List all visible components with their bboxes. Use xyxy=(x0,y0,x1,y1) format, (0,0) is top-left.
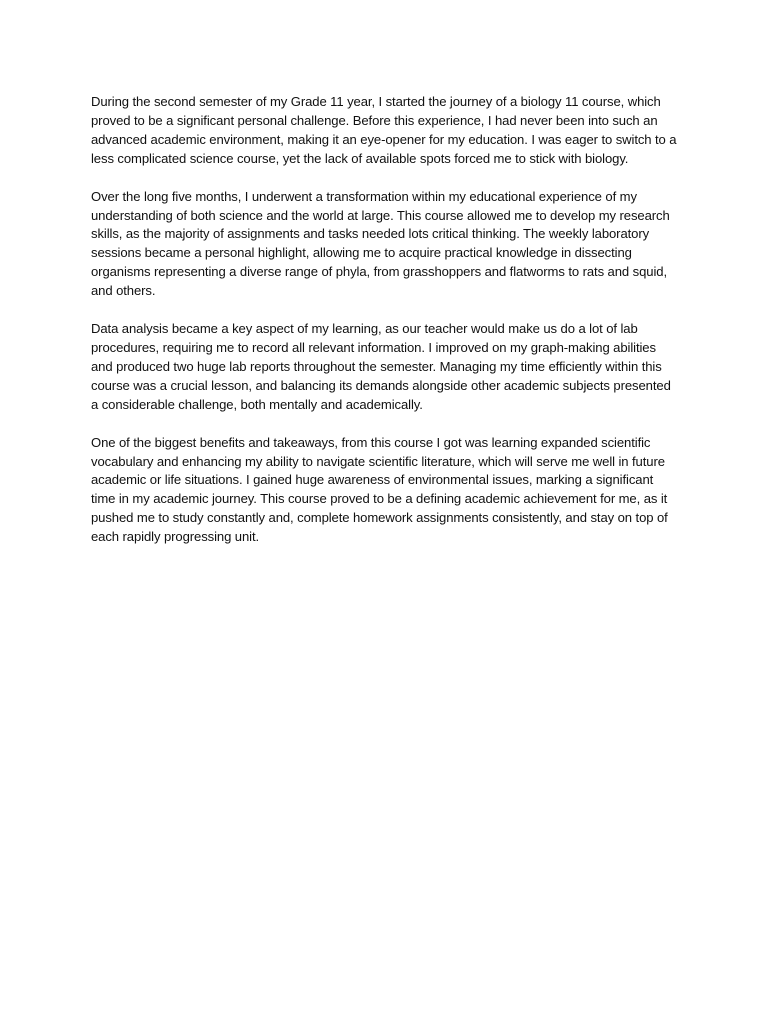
paragraph-2: Over the long five months, I underwent a transformation within my educational experience of my understanding of both science and the world at large. This course allowed me to develop my research skills, as the majority of assignments and tasks needed lots critical thinking. The weekly laboratory sessions became a personal highlight, allowing me to acquire practical knowledge in dissecting organisms representing a diverse range of phyla, from grasshoppers and flatworms to rats and squid, and others. xyxy=(91,188,670,299)
paragraph-1: During the second semester of my Grade 11 year, I started the journey of a biology 11 course, which proved to be a significant personal challenge. Before this experience, I had never been into such an advanced academic environment, making it an eye-opener for my education. I was eager to switch to a less complicated science course, yet the lack of available spots forced me to stick with biology. xyxy=(91,94,677,166)
paragraph-4: One of the biggest benefits and takeaways, from this course I got was learning expanded scientific vocabulary and enhancing my ability to navigate scientific literature, which will serve me well in future academic or life situations. I gained huge awareness of environmental issues, marking a significant time in my academic journey. This course proved to be a defining academic achievement for me, as it pushed me to study constantly and, complete homework assignments consistently, and stay on top of each rapidly progressing unit. xyxy=(91,434,668,545)
document-body xyxy=(91,93,680,547)
paragraph-3: Data analysis became a key aspect of my learning, as our teacher would make us do a lot of lab procedures, requiring me to record all relevant information. I improved on my graph-making abilities and produced two huge lab reports throughout the semester. Managing my time efficiently within this course was a crucial lesson, and balancing its demands alongside other academic subjects presented a considerable challenge, both mentally and academically. xyxy=(91,321,671,412)
